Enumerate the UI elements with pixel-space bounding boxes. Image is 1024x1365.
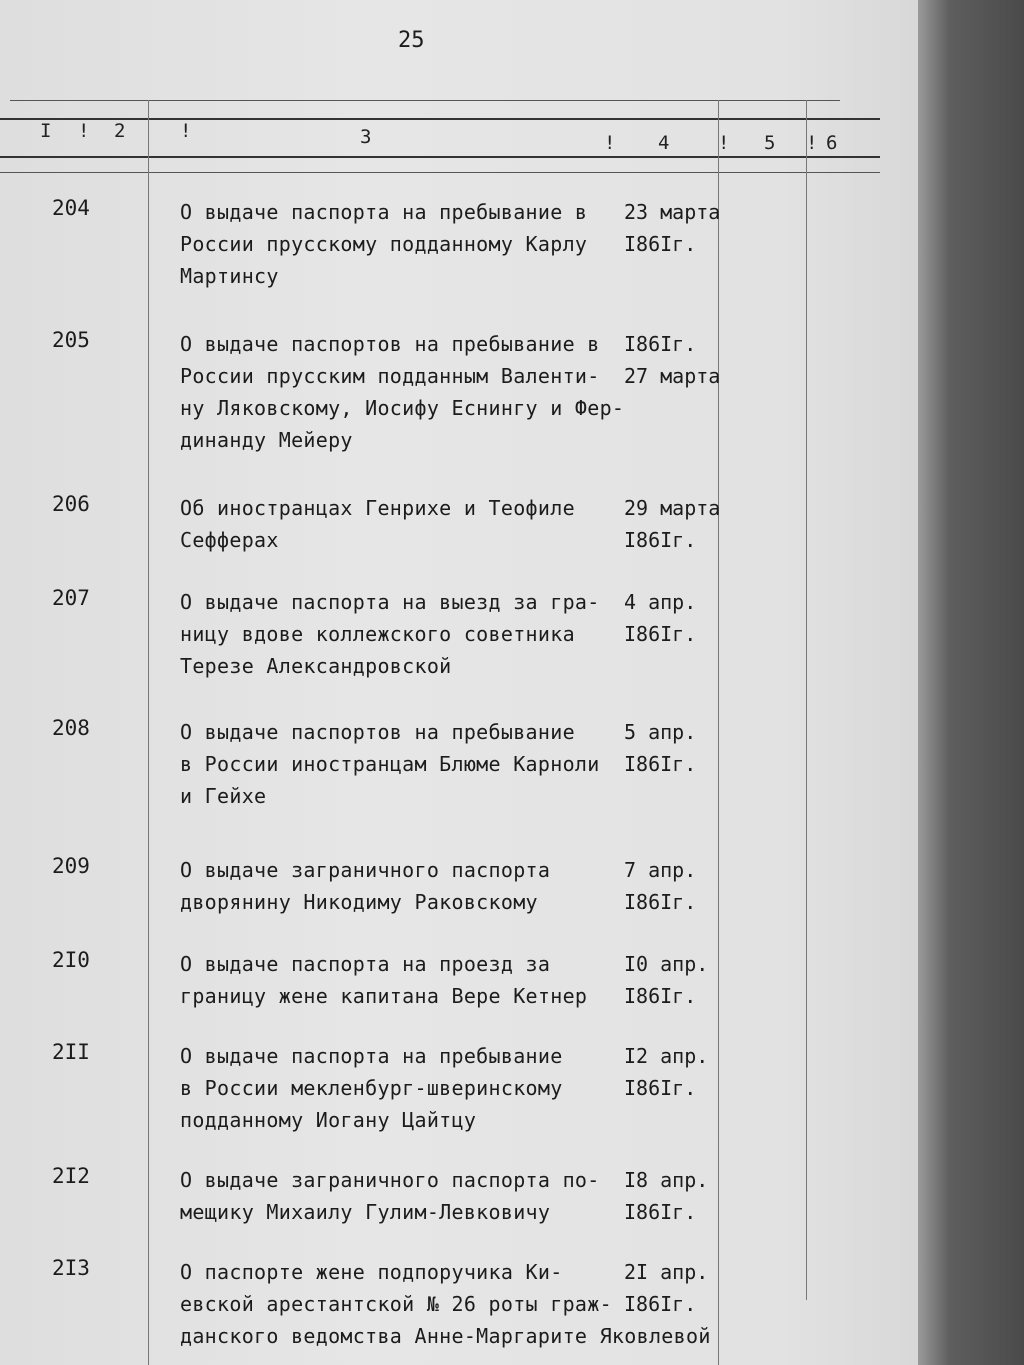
entry-title: [180, 948, 620, 1012]
header-col-4: 4: [658, 132, 670, 154]
entry-title-line: подданному Иогану Цайтцу: [180, 1108, 477, 1132]
entry-title-line: О выдаче паспортов на пребывание в: [180, 332, 600, 356]
header-sep-3: !: [604, 132, 616, 154]
entry-title: [180, 1040, 620, 1136]
entry-title-line: Сефферах: [180, 528, 279, 552]
entry-title: [180, 196, 620, 292]
entry-title: [180, 492, 620, 556]
header-sep-4: !: [718, 132, 730, 154]
entry-date-line: I86Iг.: [624, 752, 697, 776]
header-col-1: I: [40, 120, 52, 142]
entry-title-line: Терезе Александровской: [180, 654, 452, 678]
header-col-2: 2: [114, 120, 126, 142]
entry-date: [624, 948, 734, 1012]
entry-title: [180, 1164, 620, 1228]
entry-title-line: дворянину Никодиму Раковскому: [180, 890, 538, 914]
entry-date-line: 7 апр.: [624, 858, 697, 882]
entry-date-line: I2 апр.: [624, 1044, 709, 1068]
entry-date-line: 4 апр.: [624, 590, 697, 614]
entry-date-line: 5 апр.: [624, 720, 697, 744]
entry-number: 207: [52, 586, 90, 610]
entry-date: [624, 716, 734, 780]
entry-date: [624, 492, 734, 556]
entry-date-line: I0 апр.: [624, 952, 709, 976]
header-top-rule: [10, 100, 840, 101]
entry-date: [624, 854, 734, 918]
entry-number: 2II: [52, 1040, 90, 1064]
entry-date-line: I86Iг.: [624, 984, 697, 1008]
entry-title-line: О выдаче заграничного паспорта по-: [180, 1168, 600, 1192]
header-sep-5: !: [806, 132, 818, 154]
entry-title-line: динанду Мейеру: [180, 428, 353, 452]
entry-title-line: России прусским подданным Валенти-: [180, 364, 600, 388]
entry-title-line: и Гейхе: [180, 784, 267, 808]
entry-title-line: в России иностранцам Блюме Карноли: [180, 752, 600, 776]
header-col-5: 5: [764, 132, 776, 154]
entry-title-line: ну Ляковскому, Иосифу Еснингу и Фер-: [180, 396, 625, 420]
header-rule-base: [0, 172, 880, 173]
entry-date-line: I86Iг.: [624, 332, 697, 356]
entry-title: [180, 716, 620, 812]
entry-number: 205: [52, 328, 90, 352]
entry-date-line: 23 марта: [624, 200, 721, 224]
entry-date: [624, 196, 734, 260]
entry-date-line: I86Iг.: [624, 528, 697, 552]
entry-title-line: мещику Михаилу Гулим-Левковичу: [180, 1200, 551, 1224]
entry-number: 2I0: [52, 948, 90, 972]
entry-number: 2I2: [52, 1164, 90, 1188]
entry-date-line: I86Iг.: [624, 1076, 697, 1100]
entry-date-line: I86Iг.: [624, 232, 697, 256]
header-col-6: 6: [826, 132, 838, 154]
entry-number: 204: [52, 196, 90, 220]
entry-date-line: I86Iг.: [624, 1292, 697, 1316]
entry-date-line: I86Iг.: [624, 622, 697, 646]
entry-date-line: 29 марта: [624, 496, 721, 520]
column-divider-1: [148, 100, 149, 1365]
header-rule-lower: [0, 156, 880, 158]
entry-title: [180, 328, 625, 456]
column-divider-3: [806, 100, 807, 1300]
entry-number: 208: [52, 716, 90, 740]
entry-title-line: О выдаче паспорта на пребывание в: [180, 200, 588, 224]
entry-number: 206: [52, 492, 90, 516]
entry-date: [624, 1164, 734, 1228]
entry-title-line: Мартинсу: [180, 264, 279, 288]
entry-date-line: 27 марта: [624, 364, 721, 388]
entry-title-line: ницу вдове коллежского советника: [180, 622, 575, 646]
entry-title: [180, 854, 620, 918]
entry-title-line: Об иностранцах Генрихе и Теофиле: [180, 496, 575, 520]
page-number: 25: [398, 28, 425, 53]
entry-number: 2I3: [52, 1256, 90, 1280]
entry-title: [180, 586, 620, 682]
entry-title-line: О выдаче паспорта на пребывание: [180, 1044, 563, 1068]
entry-title-line: О выдаче паспорта на проезд за: [180, 952, 551, 976]
entry-title-line: в России мекленбург-шверинскому: [180, 1076, 563, 1100]
entry-title-line: России прусскому подданному Карлу: [180, 232, 588, 256]
header-rule-upper: [0, 118, 880, 120]
entry-date-line: 2I апр.: [624, 1260, 709, 1284]
entry-title-line: О паспорте жене подпоручика Ки-: [180, 1260, 563, 1284]
entry-title-line: О выдаче заграничного паспорта: [180, 858, 551, 882]
entry-date: [624, 1256, 734, 1320]
header-sep-1: !: [78, 120, 90, 142]
entry-date: [624, 1040, 734, 1104]
entry-date: [624, 586, 734, 650]
header-col-3: 3: [360, 126, 372, 148]
entry-title-line: О выдаче паспортов на пребывание: [180, 720, 575, 744]
entry-title-line: О выдаче паспорта на выезд за гра-: [180, 590, 600, 614]
entry-title-line: данского ведомства Анне-Маргарите Яковлевой: [180, 1324, 711, 1348]
entry-date-line: I86Iг.: [624, 1200, 697, 1224]
entry-title-line: евской арестантской № 26 роты граж-: [180, 1292, 612, 1316]
entry-number: 209: [52, 854, 90, 878]
entry-date-line: I8 апр.: [624, 1168, 709, 1192]
entry-date-line: I86Iг.: [624, 890, 697, 914]
entry-date: [624, 328, 734, 392]
page-edge-background: [918, 0, 1024, 1365]
entry-title-line: границу жене капитана Вере Кетнер: [180, 984, 588, 1008]
header-sep-2: !: [180, 120, 192, 142]
